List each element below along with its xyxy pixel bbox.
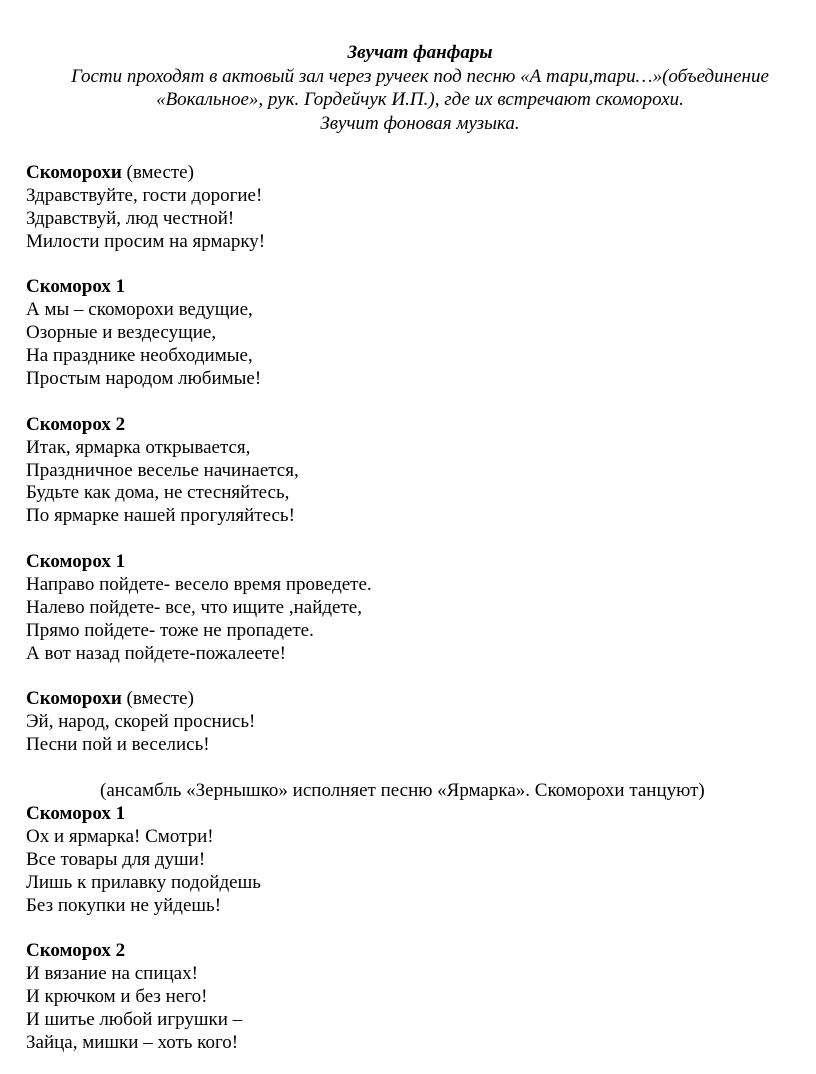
verse-line: Милости просим на ярмарку! — [26, 230, 266, 252]
blank-line — [26, 757, 806, 780]
speaker-name: Скоморох 2 — [26, 940, 126, 962]
verse-line: Ох и ярмарка! Смотри! — [26, 825, 214, 847]
speaker-line — [26, 276, 806, 299]
verse-line: На празднике необходимые, — [26, 345, 253, 367]
verse-line: По ярмарке нашей прогуляйтесь! — [26, 505, 295, 527]
scene-header — [30, 41, 810, 135]
speaker-name: Скоморох 1 — [26, 802, 126, 824]
verse-line: Итак, ярмарка открывается, — [26, 436, 251, 458]
verse-line: Направо пойдете- весело время проведете. — [26, 574, 372, 596]
speaker-name: Скоморохи — [26, 688, 122, 710]
verse-line: Будьте как дома, не стесняйтесь, — [26, 482, 290, 504]
speaker-name: Скоморох 1 — [26, 551, 126, 573]
speaker-line — [26, 940, 806, 963]
speaker-line — [26, 688, 806, 711]
verse-line: А вот назад пойдете-пожалеете! — [26, 642, 286, 664]
verse-line: Простым народом любимые! — [26, 368, 262, 390]
speaker-line — [26, 414, 806, 437]
verse-line: Озорные и вездесущие, — [26, 322, 217, 344]
verse-line: Праздничное веселье начинается, — [26, 459, 299, 481]
speaker-line — [26, 162, 806, 185]
verse-line: И крючком и без него! — [26, 986, 208, 1008]
speaker-name: Скоморох 2 — [26, 413, 126, 435]
verse-line: Прямо пойдете- тоже не пропадете. — [26, 619, 314, 641]
verse-line: Здравствуйте, гости дорогие! — [26, 184, 263, 206]
verse-line: Здравствуй, люд честной! — [26, 207, 235, 229]
speaker-line — [26, 551, 806, 574]
verse-line: Эй, народ, скорей проснись! — [26, 711, 256, 733]
stage-direction: (ансамбль «Зернышко» исполняет песню «Ярмарка». Скоморохи танцуют) — [100, 780, 705, 802]
verse-line: Зайца, мишки – хоть кого! — [26, 1031, 239, 1053]
blank-line — [26, 391, 806, 414]
speaker-name: Скоморох 1 — [26, 276, 126, 298]
blank-line — [26, 666, 806, 689]
speaker-name: Скоморохи — [26, 162, 122, 183]
verse-line: Песни пой и веселись! — [26, 734, 210, 756]
script-body — [26, 162, 806, 1055]
blank-line — [26, 917, 806, 940]
scene-title: Звучат фанфары — [347, 42, 493, 63]
scene-description-line-3: Звучит фоновая музыка. — [320, 112, 520, 134]
speaker-note: (вместе) — [121, 162, 194, 183]
speaker-note: (вместе) — [121, 688, 194, 710]
blank-line — [26, 528, 806, 551]
scene-description-line-1: Гости проходят в актовый зал через ручеек под песню «А тари,тари…»(объединение — [71, 65, 769, 87]
speaker-line — [26, 803, 806, 826]
verse-line: И шитье любой игрушки – — [26, 1008, 243, 1030]
verse-line: А мы – скоморохи ведущие, — [26, 299, 253, 321]
blank-line — [26, 254, 806, 277]
verse-line: Лишь к прилавку подойдешь — [26, 871, 261, 893]
scene-description-line-2: «Вокальное», рук. Гордейчук И.П.), где их встречают скоморохи. — [156, 89, 684, 110]
verse-line: Все товары для души! — [26, 848, 206, 870]
verse-line: Без покупки не уйдешь! — [26, 894, 222, 916]
verse-line: И вязание на спицах! — [26, 963, 198, 985]
verse-line: Налево пойдете- все, что ищите ,найдете, — [26, 596, 362, 618]
